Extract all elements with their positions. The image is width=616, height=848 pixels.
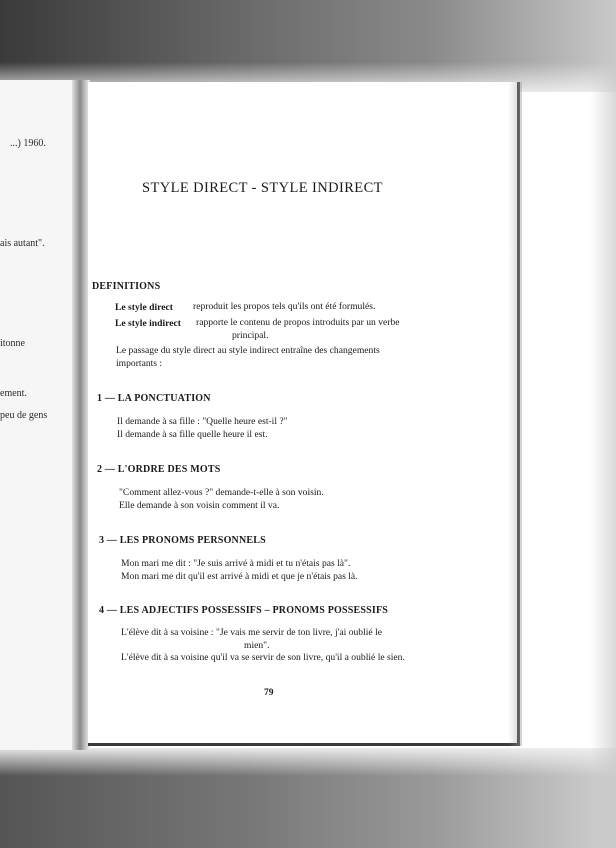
passage-text: Le passage du style direct au style indirect entraîne des changements xyxy=(116,345,380,356)
example-line: Il demande à sa fille : "Quelle heure est-il ?" xyxy=(117,416,288,427)
scan-shadow-right xyxy=(590,0,616,848)
example-line: L'élève dit à sa voisine : "Je vais me servir de ton livre, j'ai oublié le xyxy=(121,627,382,638)
example-line: "Comment allez-vous ?" demande-t-elle à son voisin. xyxy=(119,487,324,498)
definitions-heading: DEFINITIONS xyxy=(92,281,161,292)
example-line: Mon mari me dit : "Je suis arrivé à midi et tu n'étais pas là". xyxy=(121,558,351,569)
section-heading-possessifs: 4 — LES ADJECTIFS POSSESSIFS – PRONOMS POSSESSIFS xyxy=(99,605,389,616)
direct-definition: reproduit les propos tels qu'ils ont été formulés. xyxy=(193,301,376,312)
left-page-line: peu de gens xyxy=(0,410,48,421)
left-page-line: ...) 1960. xyxy=(10,138,46,149)
example-line: mien". xyxy=(244,640,270,651)
left-page-line: ais autant". xyxy=(0,238,45,249)
scan-shadow-top xyxy=(0,0,616,92)
example-line: Mon mari me dit qu'il est arrivé à midi et que je n'étais pas là. xyxy=(121,571,358,582)
page-edge-shadow xyxy=(508,82,522,746)
page-number: 79 xyxy=(264,688,274,698)
example-line: L'élève dit à sa voisine qu'il va se servir de son livre, qu'il a oublié le sien. xyxy=(121,652,405,663)
left-page-line: itonne xyxy=(0,338,25,349)
example-line: Elle demande à son voisin comment il va. xyxy=(119,500,280,511)
direct-term: Le style direct xyxy=(115,302,173,313)
left-page-line: ement. xyxy=(0,388,27,399)
section-heading-ordre-des-mots: 2 — L'ORDRE DES MOTS xyxy=(97,464,221,475)
page-title: STYLE DIRECT - STYLE INDIRECT xyxy=(142,180,383,196)
previous-page-strip xyxy=(0,80,78,750)
section-heading-ponctuation: 1 — LA PONCTUATION xyxy=(97,393,211,404)
example-line: Il demande à sa fille quelle heure il est. xyxy=(117,429,268,440)
scan-shadow-bottom xyxy=(0,748,616,848)
indirect-definition-continued: principal. xyxy=(232,330,269,341)
indirect-term: Le style indirect xyxy=(115,318,181,329)
passage-text-continued: importants : xyxy=(116,358,163,369)
indirect-definition: rapporte le contenu de propos introduits par un verbe xyxy=(196,317,400,328)
section-heading-pronoms-personnels: 3 — LES PRONOMS PERSONNELS xyxy=(99,535,266,546)
